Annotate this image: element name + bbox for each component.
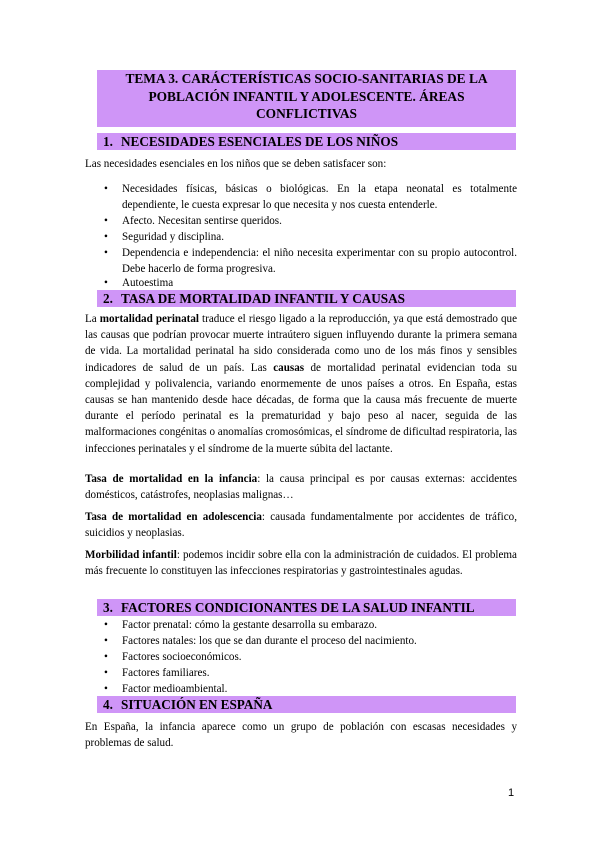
paragraph-tasa-infancia: Tasa de mortalidad en la infancia: la causa principal es por causas externas: accidentes domésticos, catástrofes, neoplasias malignas… [85,473,518,502]
paragraph-espana: En España, la infancia aparece como un grupo de población con escasas necesidades y problemas de salud. [85,721,517,750]
paragraph-intro: Las necesidades esenciales en los niños que se deben satisfacer son: [85,158,387,170]
document-page: TEMA 3. CARÁCTERÍSTICAS SOCIO-SANITARIAS DE LA POBLACIÓN INFANTIL Y ADOLESCENTE. ÁREAS CONFLICTIVAS 1. NECESIDADES ESENCIALES DE LOS NIÑOS Las necesidades esenciales en los niños que se deben satisfacer son: • Necesidades físicas, básicas o biológicas. En la etapa neonatal es totalmente dependiente, le cuesta expresar lo que necesita y nos cuesta entenderle. • Afecto. Necesitan sentirse queridos. • Seguridad y disciplina. • Dependencia e independencia: el niño necesita experimentar con su propio autocontrol. Debe hacerlo de forma progresiva. • Autoestima 2. TASA DE MORTALIDAD INFANTIL Y CAUSAS La mortalidad perinatal traduce el riesgo ligado a la reproducción, ya que está demostrado que las causas que podrían provocar muerte intraútero siguen influyendo durante la primera semana de vida. La mortalidad perinatal ha sido considerada como uno de los más finos y sensibles indicadores de salud de un país. Las causas de mortalidad perinatal evidencian toda su complejidad y polivalencia, variando enormemente de unos países a otros. En España, estas causas se han mantenido desde hace décadas, de forma que la causa más frecuente de muerte durante el período perinatal es la prematuridad y bajo peso al nacer, seguida de las malformaciones congénitas o anomalías cromosómicas, el síndrome de dificultad respiratoria, las infecciones perinatales y el síndrome de la muerte súbita del lactante. Tasa de mortalidad en la infancia: la causa principal es por causas externas: accidentes domésticos, catástrofes, neoplasias malignas… Tasa de mortalidad en adolescencia: causada fundamentalmente por accidentes de tráfico, suicidios y neoplasias. Morbilidad infantil: podemos incidir sobre ella con la administración de cuidados. El problema más frecuente lo constituyen las infecciones respiratorias y gastrointestinales agudas. 3. FACTORES CONDICIONANTES DE LA SALUD INFANTIL • Factor prenatal: cómo la gestante desarrolla su embarazo. • Factores natales: los que se dan durante el proceso del nacimiento. • Factores socioeconómicos. • Factores familiares. • Factor medioambiental. 4. SITUACIÓN EN ESPAÑA En España, la infancia aparece como un grupo de población con escasas necesidades y problemas de salud. 1 [85,71,518,799]
paragraph-mortalidad-perinatal: La mortalidad perinatal traduce el riesgo ligado a la reproducción, ya que está demostrado que las causas que podrían provocar muerte intraútero siguen influyendo durante la primera semana de vida. La mortalidad perinatal ha sido considerada como uno de los más finos y sensibles indicadores de salud de un país. Las causas de mortalidad perinatal evidencian toda su complejidad y polivalencia, variando enormemente de unos países a otros. En España, estas causas se han mantenido desde hace décadas, de forma que la causa más frecuente de muerte durante el período perinatal es la prematuridad y bajo peso al nacer, seguida de las malformaciones congénitas o anomalías cromosómicas, el síndrome de dificultad respiratoria, las infecciones perinatales y el síndrome de la muerte súbita del lactante. [85,313,517,455]
paragraph-morbilidad: Morbilidad infantil: podemos incidir sobre ella con la administración de cuidados. El problema más frecuente lo constituyen las infecciones respiratorias y gastrointestinales agudas. [85,549,517,578]
section-heading-3: 3. FACTORES CONDICIONANTES DE LA SALUD INFANTIL [97,599,516,616]
section-heading-4: 4. SITUACIÓN EN ESPAÑA [97,696,516,713]
page-number: 1 [508,787,515,799]
section-heading-1: 1. NECESIDADES ESENCIALES DE LOS NIÑOS [97,133,516,150]
document-title: TEMA 3. CARÁCTERÍSTICAS SOCIO-SANITARIAS DE LA POBLACIÓN INFANTIL Y ADOLESCENTE. ÁREAS CONFLICTIVAS [125,71,488,121]
paragraph-tasa-adolescencia: Tasa de mortalidad en adolescencia: causada fundamentalmente por accidentes de tráfico, suicidios y neoplasias. [85,511,517,540]
section-heading-2: 2. TASA DE MORTALIDAD INFANTIL Y CAUSAS [97,290,516,307]
